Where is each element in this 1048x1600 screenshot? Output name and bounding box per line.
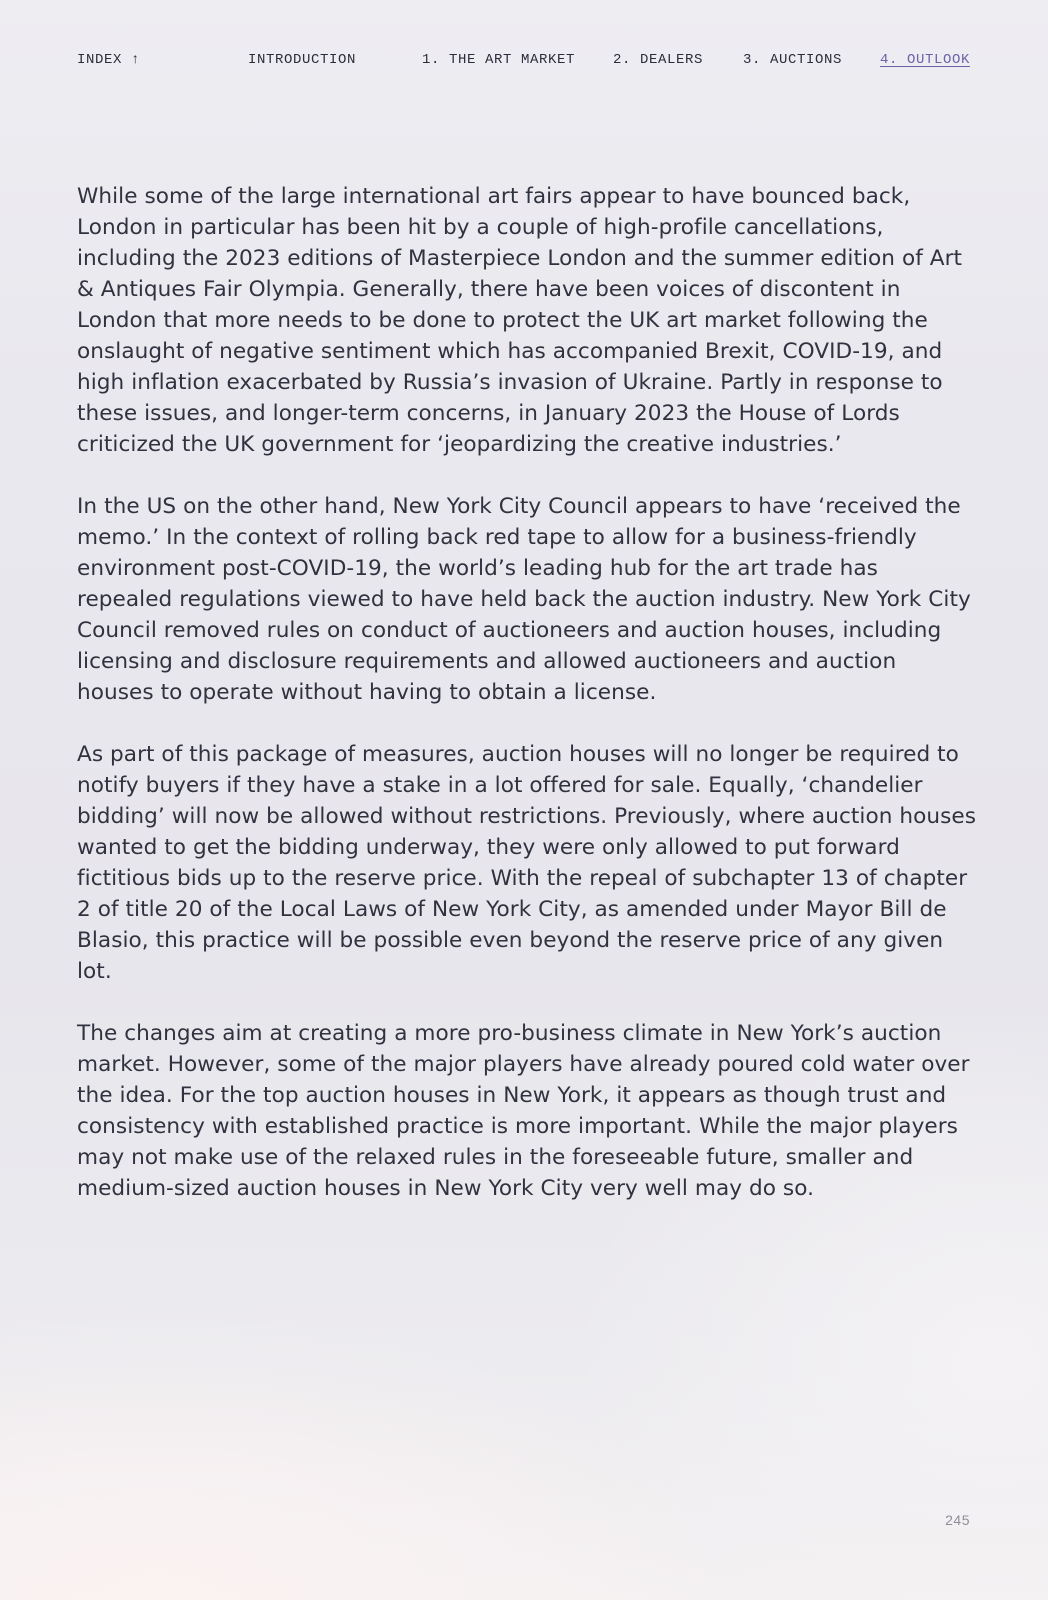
paragraph-nyc-council: In the US on the other hand, New York City Council appears to have ‘received the memo.’ In the context of rolling back red tape to allow for a business-friendly environment post-COVID-19, the world’s leading hub for the art trade has repealed regulations viewed to have held back the auction industry. New York City Council removed rules on conduct of auctioneers and auction houses, including licensing and disclosure requirements and allowed auctioneers and auction houses to operate without having to obtain a license. <box>77 494 971 705</box>
article-body <box>77 181 977 1235</box>
nav-auctions-link[interactable]: 3. AUCTIONS <box>743 52 843 68</box>
page-number: 245 <box>945 1512 970 1528</box>
nav-dealers-link[interactable]: 2. DEALERS <box>613 52 704 68</box>
section-nav <box>77 52 970 72</box>
nav-introduction-link[interactable]: INTRODUCTION <box>248 52 357 68</box>
nav-art-market-link[interactable]: 1. THE ART MARKET <box>422 52 576 68</box>
nav-outlook-link-active[interactable]: 4. OUTLOOK <box>879 52 970 68</box>
paragraph-london-fairs: While some of the large international art fairs appear to have bounced back, London in particular has been hit by a couple of high-profile cancellations, including the 2023 editions of Masterpiece London and the summer edition of Art & Antiques Fair Olympia. Generally, there have been voices of discontent in London that more needs to be done to protect the UK art market following the onslaught of negative sentiment which has accompanied Brexit, COVID-19, and high inflation exacerbated by Russia’s invasion of Ukraine. Partly in response to these issues, and longer-term concerns, in January 2023 the House of Lords criticized the UK government for ‘jeopardizing the creative industries.’ <box>77 184 963 457</box>
paragraph-auction-measures: As part of this package of measures, auction houses will no longer be required to notify buyers if they have a stake in a lot offered for sale. Equally, ‘chandelier bidding’ will now be allowed without restrictions. Previously, where auction houses wanted to get the bidding underway, they were only allowed to put forward fictitious bids up to the reserve price. With the repeal of subchapter 13 of chapter 2 of title 20 of the Local Laws of New York City, as amended under Mayor Bill de Blasio, this practice will be possible even beyond the reserve price of any given lot. <box>77 742 977 984</box>
nav-index-link[interactable]: INDEX ↑ <box>77 52 141 68</box>
paragraph-pro-business-climate: The changes aim at creating a more pro-business climate in New York’s auction market. However, some of the major players have already poured cold water over the idea. For the top auction houses in New York, it appears as though trust and consistency with established practice is more important. While the major players may not make use of the relaxed rules in the foreseeable future, smaller and medium-sized auction houses in New York City very well may do so. <box>77 1021 970 1201</box>
